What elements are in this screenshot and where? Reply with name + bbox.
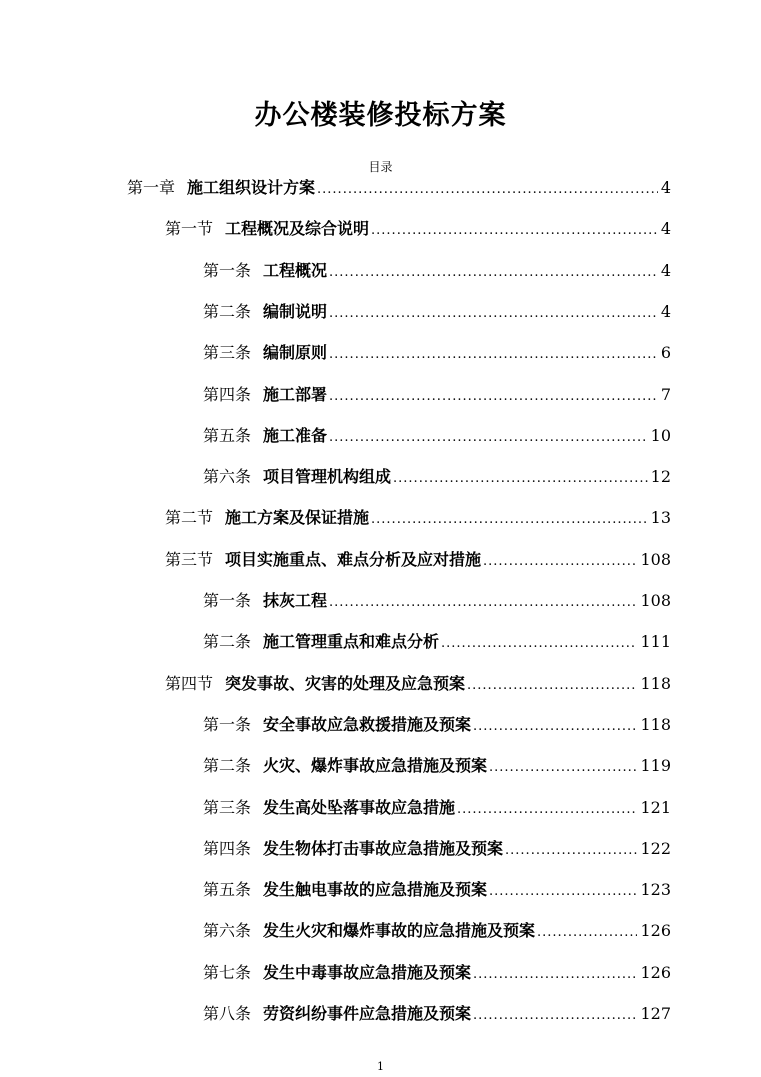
toc-entry-label: 安全事故应急救援措施及预案 bbox=[263, 715, 472, 734]
toc-entry[interactable] bbox=[203, 1004, 671, 1026]
toc-entry-number: 第三条 bbox=[203, 798, 252, 817]
toc-entry-label: 施工准备 bbox=[263, 426, 328, 445]
toc-entry-page: 123 bbox=[640, 880, 671, 899]
toc-dot-leader bbox=[505, 841, 637, 861]
toc-heading: 目录 bbox=[368, 160, 393, 174]
toc-dot-leader bbox=[473, 1006, 637, 1026]
toc-entry[interactable] bbox=[165, 219, 671, 241]
toc-dot-leader bbox=[329, 263, 658, 283]
toc-entry-number: 第一条 bbox=[203, 261, 252, 280]
toc-entry[interactable] bbox=[203, 261, 671, 283]
toc-entry[interactable] bbox=[203, 798, 671, 820]
toc-entry-label: 发生物体打击事故应急措施及预案 bbox=[263, 839, 504, 858]
toc-entry-page: 126 bbox=[640, 963, 671, 982]
toc-entry-page: 121 bbox=[640, 798, 671, 817]
document-title: 办公楼装修投标方案 bbox=[254, 100, 507, 131]
toc-entry-page: 4 bbox=[660, 178, 671, 197]
toc-entry-label: 抹灰工程 bbox=[263, 591, 328, 610]
toc-entry-page: 4 bbox=[660, 302, 671, 321]
toc-entry-label: 项目实施重点、难点分析及应对措施 bbox=[225, 550, 482, 569]
toc-entry-number: 第三条 bbox=[203, 343, 252, 362]
toc-entry-label: 编制原则 bbox=[263, 343, 328, 362]
toc-dot-leader bbox=[467, 676, 637, 696]
toc-entry-number: 第八条 bbox=[203, 1004, 252, 1023]
toc-entry[interactable] bbox=[203, 426, 671, 448]
toc-entry-label: 火灾、爆炸事故应急措施及预案 bbox=[263, 756, 488, 775]
toc-entry-label: 施工部署 bbox=[263, 385, 328, 404]
toc-entry-number: 第四条 bbox=[203, 839, 252, 858]
toc-dot-leader bbox=[393, 469, 648, 489]
toc-dot-leader bbox=[329, 593, 637, 613]
toc-entry-number: 第二条 bbox=[203, 756, 252, 775]
toc-entry-label: 发生中毒事故应急措施及预案 bbox=[263, 963, 472, 982]
toc-entry[interactable] bbox=[203, 756, 671, 778]
toc-entry-number: 第六条 bbox=[203, 467, 252, 486]
toc-entry-number: 第二条 bbox=[203, 632, 252, 651]
toc-entry[interactable] bbox=[165, 550, 671, 572]
toc-entry-number: 第三节 bbox=[165, 550, 214, 569]
toc-entry-page: 126 bbox=[640, 921, 671, 940]
toc-dot-leader bbox=[329, 387, 658, 407]
toc-entry-number: 第一节 bbox=[165, 219, 214, 238]
toc-dot-leader bbox=[329, 345, 658, 365]
toc-entry-number: 第一章 bbox=[127, 178, 176, 197]
toc-entry-page: 13 bbox=[650, 508, 671, 527]
toc-entry-label: 编制说明 bbox=[263, 302, 328, 321]
toc-entry[interactable] bbox=[127, 178, 671, 200]
toc-entry-page: 4 bbox=[660, 261, 671, 280]
toc-entry-label: 工程概况及综合说明 bbox=[225, 219, 370, 238]
toc-dot-leader bbox=[457, 800, 637, 820]
toc-entry[interactable] bbox=[203, 963, 671, 985]
toc-entry-label: 突发事故、灾害的处理及应急预案 bbox=[225, 674, 466, 693]
toc-entry-number: 第二节 bbox=[165, 508, 214, 527]
toc-entry[interactable] bbox=[203, 467, 671, 489]
toc-entry[interactable] bbox=[203, 715, 671, 737]
toc-entry-number: 第四节 bbox=[165, 674, 214, 693]
toc-entry[interactable] bbox=[203, 880, 671, 902]
toc-entry-page: 12 bbox=[650, 467, 671, 486]
toc-dot-leader bbox=[317, 180, 658, 200]
toc-entry[interactable] bbox=[165, 674, 671, 696]
toc-entry[interactable] bbox=[203, 302, 671, 324]
toc-entry[interactable] bbox=[203, 591, 671, 613]
toc-entry-page: 111 bbox=[640, 632, 671, 651]
toc-entry-number: 第二条 bbox=[203, 302, 252, 321]
toc-entry-label: 发生触电事故的应急措施及预案 bbox=[263, 880, 488, 899]
toc-entry[interactable] bbox=[203, 343, 671, 365]
toc-entry-page: 7 bbox=[660, 385, 671, 404]
toc-entry[interactable] bbox=[203, 921, 671, 943]
toc-entry[interactable] bbox=[203, 385, 671, 407]
toc-entry-page: 108 bbox=[640, 591, 671, 610]
toc-dot-leader bbox=[473, 965, 637, 985]
toc-entry-label: 施工组织设计方案 bbox=[187, 178, 316, 197]
toc-entry-label: 工程概况 bbox=[263, 261, 328, 280]
toc-entry-page: 118 bbox=[640, 715, 671, 734]
toc-dot-leader bbox=[441, 634, 637, 654]
toc-entry-page: 4 bbox=[660, 219, 671, 238]
toc-entry-page: 122 bbox=[640, 839, 671, 858]
toc-entry[interactable] bbox=[165, 508, 671, 530]
toc-dot-leader bbox=[489, 758, 637, 778]
toc-dot-leader bbox=[489, 882, 637, 902]
toc-entry-label: 劳资纠纷事件应急措施及预案 bbox=[263, 1004, 472, 1023]
toc-entry-label: 项目管理机构组成 bbox=[263, 467, 392, 486]
toc-dot-leader bbox=[537, 923, 637, 943]
toc-entry-label: 施工方案及保证措施 bbox=[225, 508, 370, 527]
toc-entry-page: 6 bbox=[660, 343, 671, 362]
page-number: 1 bbox=[377, 1060, 384, 1073]
toc-entry-number: 第七条 bbox=[203, 963, 252, 982]
toc-entry-page: 127 bbox=[640, 1004, 671, 1023]
toc-entry-label: 发生火灾和爆炸事故的应急措施及预案 bbox=[263, 921, 536, 940]
toc-entry-label: 施工管理重点和难点分析 bbox=[263, 632, 440, 651]
toc-entry-label: 发生高处坠落事故应急措施 bbox=[263, 798, 456, 817]
toc-entry-number: 第五条 bbox=[203, 426, 252, 445]
toc-entry-number: 第一条 bbox=[203, 715, 252, 734]
toc-dot-leader bbox=[371, 510, 648, 530]
toc-dot-leader bbox=[329, 428, 648, 448]
toc-entry-number: 第五条 bbox=[203, 880, 252, 899]
toc-dot-leader bbox=[329, 304, 658, 324]
toc-entry[interactable] bbox=[203, 632, 671, 654]
toc-entry-number: 第四条 bbox=[203, 385, 252, 404]
toc-dot-leader bbox=[371, 221, 658, 241]
toc-entry[interactable] bbox=[203, 839, 671, 861]
toc-entry-number: 第六条 bbox=[203, 921, 252, 940]
toc-entry-number: 第一条 bbox=[203, 591, 252, 610]
toc-dot-leader bbox=[483, 552, 637, 572]
toc-entry-page: 108 bbox=[640, 550, 671, 569]
toc-entry-page: 119 bbox=[640, 756, 671, 775]
toc-entry-page: 10 bbox=[650, 426, 671, 445]
toc-entry-page: 118 bbox=[640, 674, 671, 693]
toc-dot-leader bbox=[473, 717, 637, 737]
